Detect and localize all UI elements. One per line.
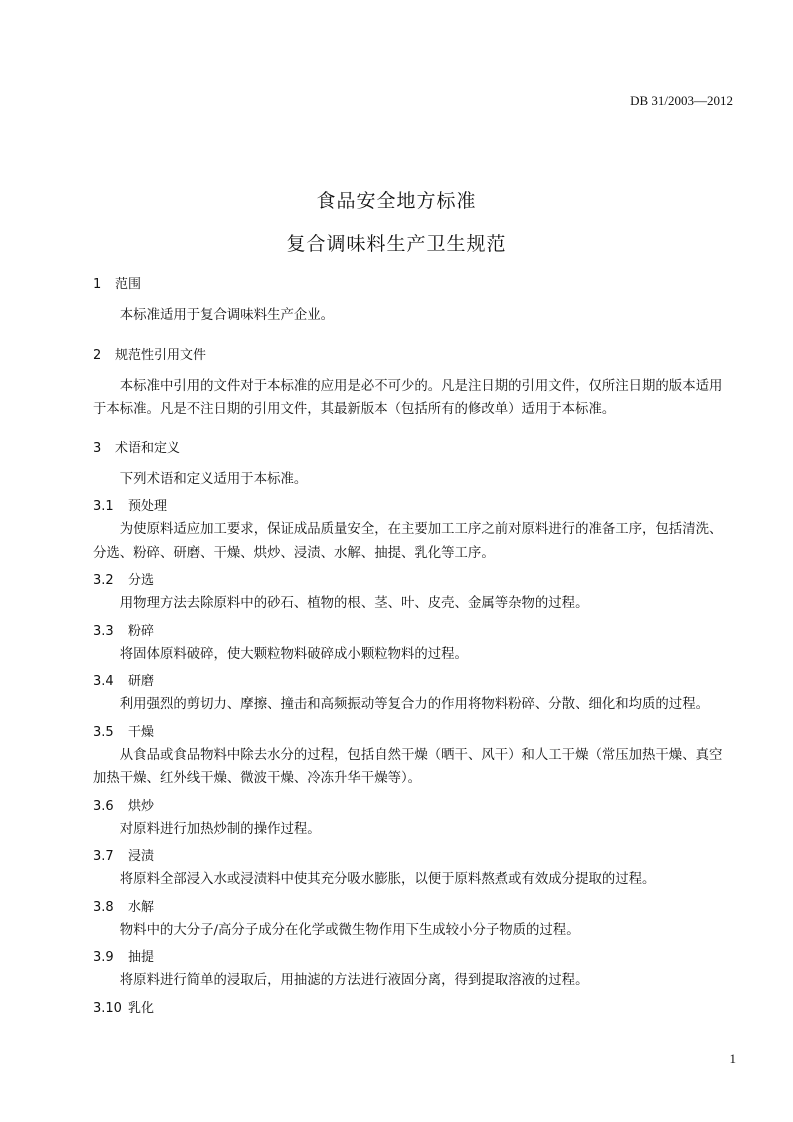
term-heading xyxy=(93,673,733,691)
term-heading xyxy=(93,572,733,590)
document-title-line2: 复合调味料生产卫生规范 xyxy=(286,233,507,255)
section-title: 范围 xyxy=(115,277,142,292)
term-heading xyxy=(93,724,733,742)
term-number: 3.5 xyxy=(93,724,114,740)
term-heading xyxy=(93,498,733,516)
term-definition: 将原料全部浸入水或浸渍料中使其充分吸水膨胀，以便于原料熬煮或有效成分提取的过程。 xyxy=(119,872,656,887)
term-number: 3.4 xyxy=(93,674,114,689)
term-number: 3.2 xyxy=(93,573,114,588)
term-title: 浸渍 xyxy=(128,849,155,864)
section-number: 1 xyxy=(93,277,102,292)
term-number: 3.8 xyxy=(93,899,114,915)
term-number: 3.10 xyxy=(93,1000,122,1016)
term-number: 3.3 xyxy=(93,623,114,639)
term-heading xyxy=(93,899,733,917)
standard-code: DB 31/2003—2012 xyxy=(630,93,733,108)
term-heading xyxy=(93,848,733,866)
section-paragraph: 本标准中引用的文件对于本标准的应用是必不可少的。凡是注日期的引用文件，仅所注日期的版本适用于本标准。凡是不注日期的引用文件，其最新版本（包括所有的修改单）适用于本标准。 xyxy=(93,378,723,417)
term-title: 预处理 xyxy=(128,499,168,514)
term-heading xyxy=(93,623,733,641)
term-number: 3.7 xyxy=(93,849,114,864)
term-title: 抽提 xyxy=(128,950,155,965)
page-number: 1 xyxy=(729,1051,736,1066)
term-definition: 将固体原料破碎，使大颗粒物料破碎成小颗粒物料的过程。 xyxy=(119,646,468,662)
document-title-line1: 食品安全地方标准 xyxy=(316,190,477,212)
term-heading xyxy=(93,949,733,967)
term-definition: 将原料进行简单的浸取后，用抽滤的方法进行液固分离，得到提取溶液的过程。 xyxy=(119,973,589,988)
section-heading-1 xyxy=(93,276,733,294)
term-title: 分选 xyxy=(128,573,155,588)
document-body xyxy=(93,276,733,1018)
section-heading-3 xyxy=(93,440,733,458)
term-heading xyxy=(93,1000,733,1018)
term-title: 粉碎 xyxy=(128,623,155,639)
term-title: 水解 xyxy=(128,899,155,915)
section-title: 规范性引用文件 xyxy=(115,347,207,363)
term-title: 烘炒 xyxy=(128,798,155,814)
term-definition: 从食品或食品物料中除去水分的过程，包括自然干燥（晒干、风干）和人工干燥（常压加热干燥、真空加热干燥、红外线干燥、微波干燥、冷冻升华干燥等）。 xyxy=(93,747,723,786)
term-number: 3.6 xyxy=(93,798,114,814)
term-definition: 用物理方法去除原料中的砂石、植物的根、茎、叶、皮壳、金属等杂物的过程。 xyxy=(119,596,589,611)
section-title: 术语和定义 xyxy=(115,440,181,456)
term-title: 乳化 xyxy=(128,1000,155,1016)
term-title: 研磨 xyxy=(128,674,155,689)
section-paragraph: 下列术语和定义适用于本标准。 xyxy=(119,471,308,487)
term-definition: 利用强烈的剪切力、摩擦、撞击和高频振动等复合力的作用将物料粉碎、分散、细化和均质的过程。 xyxy=(119,697,709,712)
term-definition: 物料中的大分子/高分子成分在化学或微生物作用下生成较小分子物质的过程。 xyxy=(119,922,580,938)
term-number: 3.9 xyxy=(93,950,114,965)
term-number: 3.1 xyxy=(93,499,114,514)
section-paragraph: 本标准适用于复合调味料生产企业。 xyxy=(119,308,335,323)
term-definition: 对原料进行加热炒制的操作过程。 xyxy=(119,821,321,837)
section-number: 2 xyxy=(93,347,102,363)
section-number: 3 xyxy=(93,440,102,456)
term-definition: 为使原料适应加工要求，保证成品质量安全，在主要加工工序之前对原料进行的准备工序，包括清洗、分选、粉碎、研磨、干燥、烘炒、浸渍、水解、抽提、乳化等工序。 xyxy=(93,522,723,561)
term-heading xyxy=(93,798,733,816)
section-heading-2 xyxy=(93,347,733,365)
term-title: 干燥 xyxy=(128,724,155,740)
